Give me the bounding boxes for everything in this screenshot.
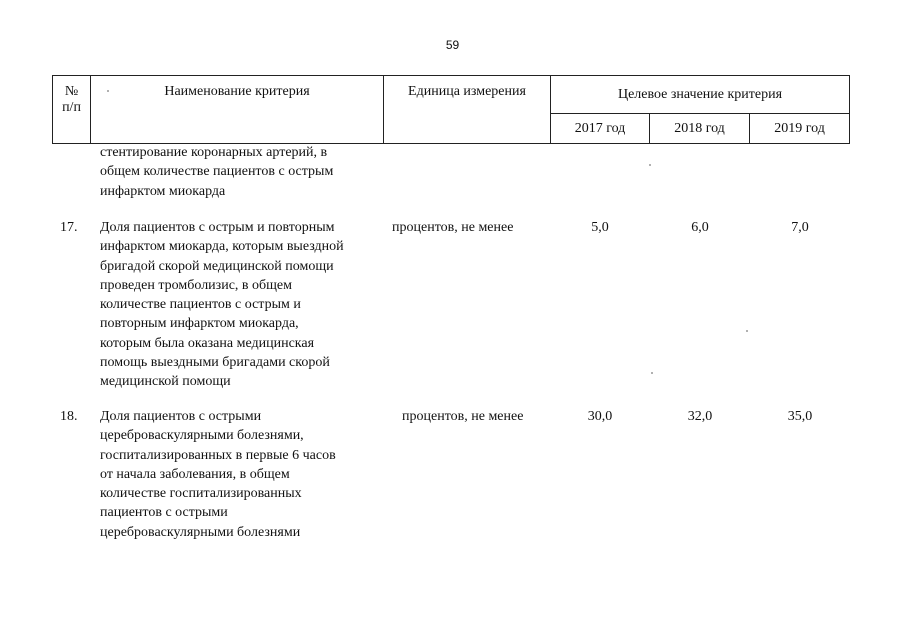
- row-17-value-2017: 5,0: [591, 220, 609, 235]
- scan-speck: [107, 90, 109, 92]
- criterion-name-continued: стентирование коронарных артерий, в общем количестве пациентов с острым инфарктом миокарда: [100, 145, 334, 199]
- row-18-value-2019: 35,0: [787, 409, 813, 424]
- row-18-value-2018: 32,0: [687, 409, 713, 424]
- header-target-value: Целевое значение критерия: [551, 76, 850, 114]
- scan-speck: [746, 330, 748, 332]
- row-18-number: 18.: [60, 409, 78, 424]
- header-num: № п/п: [53, 76, 91, 144]
- header-criterion-name: Наименование критерия: [91, 76, 384, 144]
- row-18-value-2017: 30,0: [587, 409, 613, 424]
- page-number: 59: [445, 38, 460, 52]
- scan-speck: [649, 164, 651, 166]
- row-18-criterion-name: Доля пациентов с острыми цереброваскулярными болезнями, госпитализированных в первые 6 часов от начала заболевания, в общем количестве госпитализированных пациентов с острыми цереброваскулярными болезнями: [100, 409, 336, 540]
- row-17-value-2018: 6,0: [691, 220, 709, 235]
- header-year-2018: 2018 год: [650, 114, 750, 144]
- header-unit: Единица измерения: [384, 76, 551, 144]
- row-17-unit: процентов, не менее: [392, 220, 514, 235]
- header-year-2017: 2017 год: [551, 114, 650, 144]
- row-17-criterion-name: Доля пациентов с острым и повторным инфарктом миокарда, которым выездной бригадой скорой медицинской помощи проведен тромболизис, в общем количестве пациентов с острым и повторным инфарктом миокарда, которым была оказана медицинская помощь выездными бригадами скорой медицинской помощи: [100, 220, 344, 390]
- scan-speck: [651, 372, 653, 374]
- row-18-unit: процентов, не менее: [402, 409, 524, 424]
- header-year-2019: 2019 год: [750, 114, 850, 144]
- row-17-value-2019: 7,0: [791, 220, 809, 235]
- row-17-number: 17.: [60, 220, 78, 235]
